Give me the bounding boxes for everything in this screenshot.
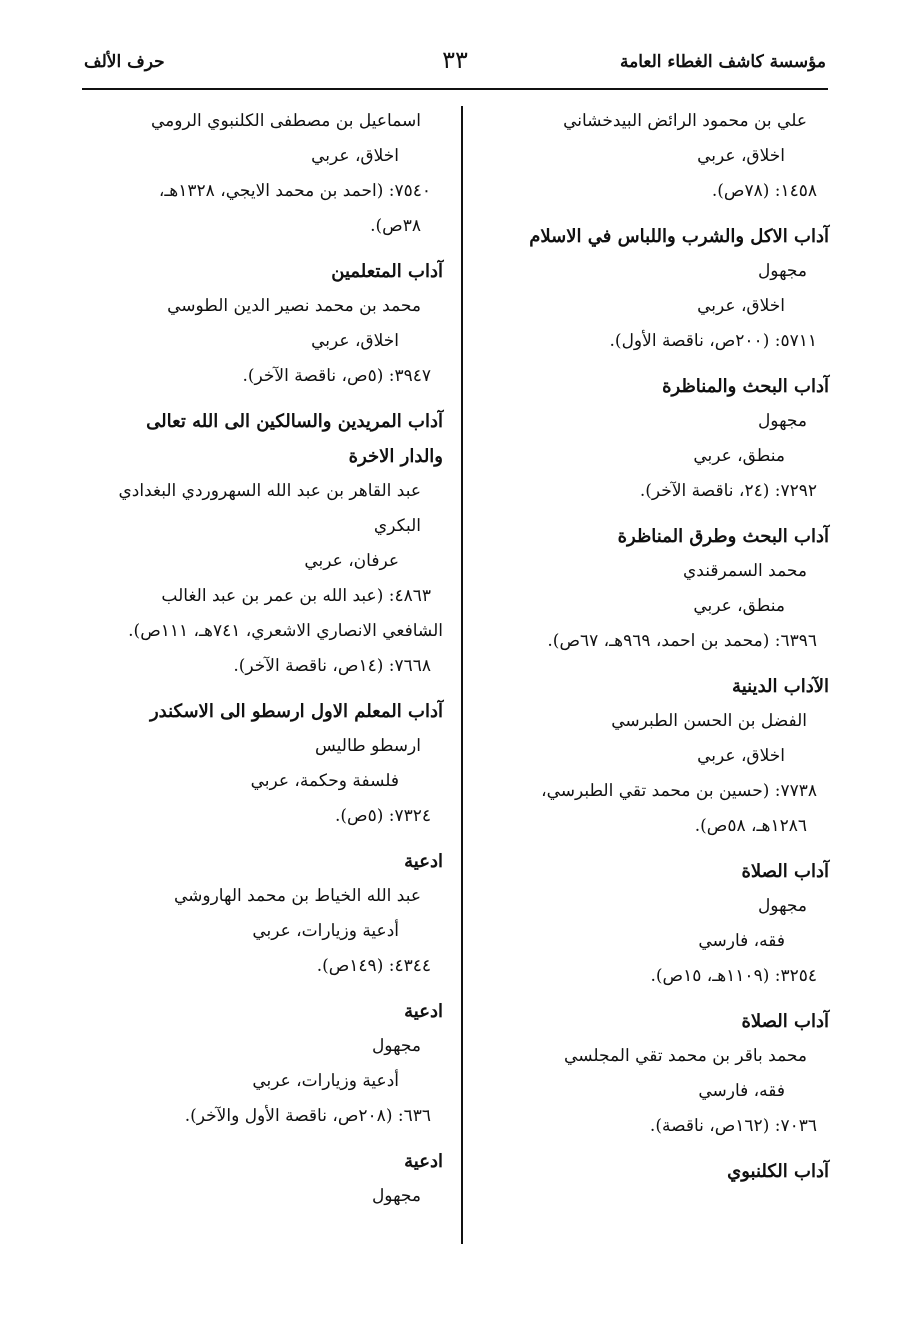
entry-record: ٣٩٤٧: (٥ص، ناقصة الآخر). (242, 366, 431, 386)
entry-record: ٦٣٦: (٢٠٨ص، ناقصة الأول والآخر). (184, 1106, 431, 1126)
catalog-entry (68, 844, 443, 984)
entry-record: ١٤٥٨: (٧٨ص). (711, 181, 817, 201)
entry-title: آداب الكلنبوي (727, 1161, 829, 1182)
entry-author: محمد السمرقندي (683, 561, 807, 581)
entry-author: اسماعيل بن مصطفى الكلنبوي الرومي (150, 111, 421, 131)
entry-author: ١٢٨٦هـ، ٥٨ص). (694, 816, 807, 836)
entry-record: ٧٠٣٦: (١٦٢ص، ناقصة). (649, 1116, 817, 1136)
catalog-entry (459, 519, 829, 659)
catalog-entry (459, 104, 829, 209)
entry-title: آداب المتعلمين (331, 261, 443, 282)
entry-subject: فقه، فارسي (698, 931, 785, 951)
entry-record: ٧٥٤٠: (احمد بن محمد الايجي، ١٣٢٨هـ، (158, 181, 431, 201)
entry-record: ٥٧١١: (٢٠٠ص، ناقصة الأول). (609, 331, 817, 351)
entry-author: علي بن محمود الرائض البيدخشاني (563, 111, 807, 131)
catalog-entry (459, 219, 829, 359)
entry-subject: منطق، عربي (693, 596, 785, 616)
entry-subject: اخلاق، عربي (697, 296, 785, 316)
entry-title: ادعية (404, 1151, 443, 1172)
entry-record: ٧٧٣٨: (حسين بن محمد تقي الطبرسي، (541, 781, 817, 801)
entry-author: مجهول (757, 896, 807, 916)
entry-title: آداب المريدين والسالكين الى الله تعالى (146, 411, 443, 432)
entry-subject: عرفان، عربي (304, 551, 399, 571)
entry-subject: أدعية وزيارات، عربي (252, 1071, 399, 1091)
catalog-entry (459, 854, 829, 994)
entry-title: آداب الصلاة (741, 1011, 829, 1032)
right-column (459, 104, 829, 1199)
catalog-entry (68, 694, 443, 834)
entry-subject: منطق، عربي (693, 446, 785, 466)
entry-author: الفضل بن الحسن الطبرسي (611, 711, 807, 731)
entry-subject: أدعية وزيارات، عربي (252, 921, 399, 941)
entry-record: ٦٣٩٦: (محمد بن احمد، ٩٦٩هـ، ٦٧ص). (547, 631, 817, 651)
entry-subject: فلسفة وحكمة، عربي (250, 771, 399, 791)
entry-title: والدار الاخرة (348, 446, 443, 467)
entry-record: ٧٦٦٨: (١٤ص، ناقصة الآخر). (233, 656, 431, 676)
entry-subject: فقه، فارسي (698, 1081, 785, 1101)
left-column (68, 104, 443, 1224)
entry-title: آداب المعلم الاول ارسطو الى الاسكندر (149, 701, 443, 722)
catalog-entry (68, 994, 443, 1134)
catalog-entry (459, 1154, 829, 1189)
entry-continuation: الشافعي الانصاري الاشعري، ٧٤١هـ، ١١١ص). (128, 621, 443, 641)
page-header (84, 38, 826, 84)
page-number: ٣٣ (442, 46, 468, 74)
entry-subject: اخلاق، عربي (697, 746, 785, 766)
header-rule (82, 88, 828, 90)
entry-title: الآداب الدينية (732, 676, 829, 697)
entry-record: ٤٨٦٣: (عبد الله بن عمر بن عبد الغالب (161, 586, 431, 606)
entry-author: مجهول (371, 1186, 421, 1206)
entry-subject: اخلاق، عربي (311, 146, 399, 166)
entry-title: آداب الاكل والشرب واللباس في الاسلام (529, 226, 829, 247)
entry-title: ادعية (404, 851, 443, 872)
entry-title: آداب الصلاة (741, 861, 829, 882)
section-title: حرف الألف (84, 52, 165, 72)
entry-record: ٣٢٥٤: (١١٠٩هـ، ١٥ص). (650, 966, 817, 986)
entry-record: ٧٣٢٤: (٥ص). (334, 806, 431, 826)
entry-author: محمد باقر بن محمد تقي المجلسي (564, 1046, 807, 1066)
catalog-entry (68, 1144, 443, 1214)
entry-author: مجهول (757, 261, 807, 281)
entry-author: ٣٨ص). (370, 216, 421, 236)
catalog-entry (68, 254, 443, 394)
entry-author: عبد القاهر بن عبد الله السهروردي البغدادي (118, 481, 421, 501)
catalog-entry (459, 369, 829, 509)
entry-title: آداب البحث والمناظرة (662, 376, 829, 397)
entry-author: البكري (373, 516, 421, 536)
entry-record: ٧٢٩٢: (٢٤، ناقصة الآخر). (639, 481, 817, 501)
entry-author: ارسطو طاليس (314, 736, 421, 756)
catalog-entry (459, 669, 829, 844)
entry-record: ٤٣٤٤: (١٤٩ص). (316, 956, 431, 976)
entry-title: ادعية (404, 1001, 443, 1022)
catalog-entry (68, 104, 443, 244)
publisher-name: مؤسسة كاشف الغطاء العامة (619, 52, 826, 72)
entry-subject: اخلاق، عربي (697, 146, 785, 166)
entry-author: مجهول (371, 1036, 421, 1056)
catalog-entry (68, 404, 443, 684)
entry-subject: اخلاق، عربي (311, 331, 399, 351)
entry-author: مجهول (757, 411, 807, 431)
entry-author: عبد الله الخياط بن محمد الهاروشي (173, 886, 421, 906)
catalog-entry (459, 1004, 829, 1144)
entry-author: محمد بن محمد نصير الدين الطوسي (167, 296, 421, 316)
entry-title: آداب البحث وطرق المناظرة (617, 526, 829, 547)
